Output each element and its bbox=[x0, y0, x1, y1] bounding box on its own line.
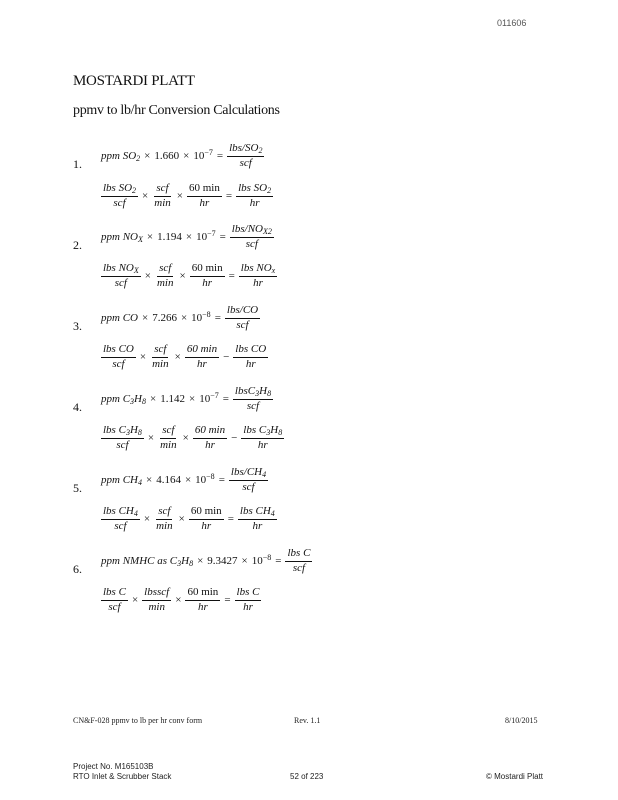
formula-rate-conversion: $\frac{\text{lbs C}}{\text{scf}}$ × $\frac{\text{lbsscf}}{\min}$ × $\frac{60 \min}{hr}$ = $\frac{\text{lbs C}}{hr}$ bbox=[103, 586, 260, 613]
footer-form-name: CN&F-028 ppmv to lb per hr conv form bbox=[73, 716, 203, 725]
footer-page-number: 52 of 223 bbox=[290, 772, 324, 781]
item-number: 3. bbox=[73, 319, 82, 333]
formula-rate-conversion: $\frac{lbs C_3H_8}{\text{scf}}$ × $\frac{\text{scf}}{\min}$ × $\frac{60 \min}{hr}$ − $\frac{lbs C_3H_8}{hr}$ bbox=[103, 424, 283, 451]
footer-date: 8/10/2015 bbox=[505, 716, 538, 725]
formula-ppm-conversion: ppm $SO_2$ × 1.660 × $10^{-7}$ = $\frac{lbs/SO_2}{\text{scf}}$ bbox=[101, 142, 263, 169]
footer-copyright: © Mostardi Platt bbox=[486, 772, 544, 781]
footer-project-number: Project No. M165103B bbox=[73, 762, 154, 771]
formula-rate-conversion: $\frac{lbs SO_2}{\text{scf}}$ × $\frac{\text{scf}}{\min}$ × $\frac{60 \min}{hr}$ = $\frac{lbs SO_2}{hr}$ bbox=[103, 182, 272, 209]
footer-location: RTO Inlet & Scrubber Stack bbox=[73, 772, 172, 781]
document-number: 011606 bbox=[497, 18, 527, 28]
formula-ppm-conversion: ppm CO × 7.266 × $10^{-8}$ = $\frac{\text{lbs/CO}}{\text{scf}}$ bbox=[101, 304, 259, 331]
item-number: 5. bbox=[73, 481, 82, 495]
formula-rate-conversion: $\frac{\text{lbs CO}}{\text{scf}}$ × $\frac{\text{scf}}{\min}$ × $\frac{60 \min}{hr}$ − $\frac{\text{lbs CO}}{hr}$ bbox=[103, 343, 267, 370]
formula-ppm-conversion: ppm $NO_X$ × 1.194 × $10^{-7}$ = $\frac{lbs/NO_{X2}}{\text{scf}}$ bbox=[101, 223, 272, 250]
page-title: ppmv to lb/hr Conversion Calculations bbox=[73, 103, 280, 118]
item-number: 2. bbox=[73, 238, 82, 252]
formula-ppm-conversion: ppm $C_3H_8$ × 1.142 × $10^{-7}$ = $\frac{lbsC_3H_8}{\text{scf}}$ bbox=[101, 385, 272, 412]
formula-ppm-conversion: ppm NMHC as $C_3H_8$ × 9.3427 × $10^{-8}$ = $\frac{\text{lbs C}}{\text{scf}}$ bbox=[101, 547, 311, 574]
item-number: 6. bbox=[73, 562, 82, 576]
item-number: 4. bbox=[73, 400, 82, 414]
item-number: 1. bbox=[73, 157, 82, 171]
formula-ppm-conversion: ppm $CH_4$ × 4.164 × $10^{-8}$ = $\frac{lbs/CH_4}{\text{scf}}$ bbox=[101, 466, 267, 493]
footer-revision: Rev. 1.1 bbox=[294, 716, 321, 725]
company-name: MOSTARDI PLATT bbox=[73, 73, 195, 89]
formula-rate-conversion: $\frac{lbs CH_4}{\text{scf}}$ × $\frac{\text{scf}}{\min}$ × $\frac{60 \min}{hr}$ = $\frac{lbs CH_4}{hr}$ bbox=[103, 505, 275, 532]
formula-rate-conversion: $\frac{lbs NO_X}{\text{scf}}$ × $\frac{\text{scf}}{\min}$ × $\frac{60 \min}{hr}$ = $\frac{lbs NO_x}{hr}$ bbox=[103, 262, 276, 289]
